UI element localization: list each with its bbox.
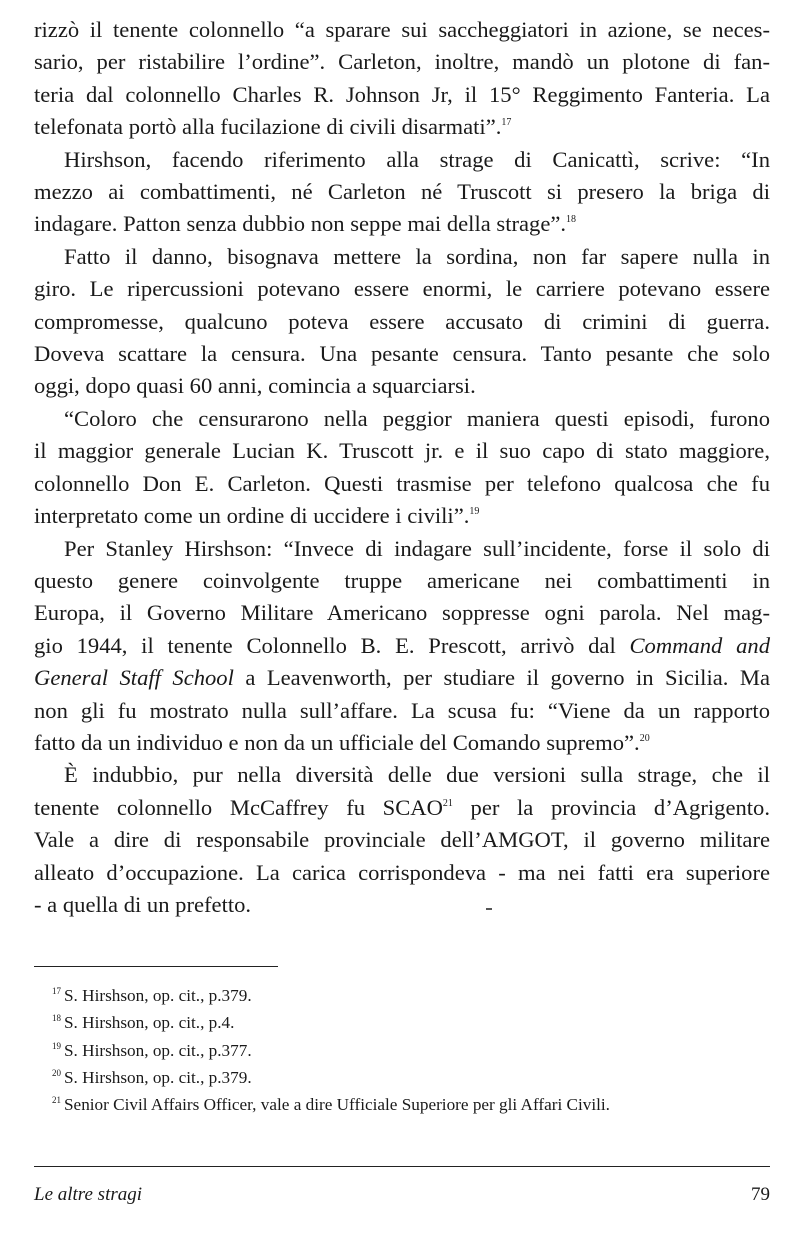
footnote-text: Senior Civil Affairs Officer, vale a dire Ufficiale Superiore per gli Affari Civili.: [64, 1095, 610, 1115]
paragraph: [34, 759, 770, 921]
footnote-number: 19: [52, 1040, 61, 1051]
footnote-number: 18: [52, 1013, 61, 1024]
text-line: - a quella di un prefetto.: [34, 891, 252, 917]
footnote-ref: 20: [639, 732, 650, 744]
main-text: [34, 14, 770, 921]
text-line: alleato d’occupazione. La carica corrispondeva - ma nei fatti era superiore: [34, 859, 770, 885]
footnote-text: S. Hirshson, op. cit., p.379.: [64, 1067, 252, 1087]
text-line: giro. Le ripercussioni potevano essere enormi, le carriere potevano essere: [34, 276, 770, 302]
paragraph: [34, 403, 770, 533]
text-line: È indubbio, pur nella diversità delle due versioni sulla strage, che il: [64, 762, 770, 788]
text-line: teria dal colonnello Charles R. Johnson Jr, il 15° Reggimento Fanteria. La: [34, 81, 770, 107]
footnote-ref: 21: [442, 797, 453, 809]
footnote: [52, 1064, 772, 1091]
text-line: Vale a dire di responsabile provinciale dell’AMGOT, il governo militare: [34, 827, 770, 853]
footnote-ref: 17: [501, 117, 512, 129]
text-line: General Staff School a Leavenworth, per studiare il governo in Sicilia. Ma: [34, 665, 770, 691]
footnote-ref: 19: [469, 506, 480, 518]
text-line: questo genere coinvolgente truppe americane nei combattimenti in: [34, 567, 770, 593]
footnote: [52, 1037, 772, 1064]
text-line: indagare. Patton senza dubbio non seppe mai della strage”.$^{18}$: [34, 211, 577, 237]
text-line: “Coloro che censurarono nella peggior maniera questi episodi, furono: [64, 405, 770, 431]
stray-mark: [486, 908, 492, 910]
text-line: tenente colonnello McCaffrey fu SCAO$^{21}$ per la provincia d’Agrigento.: [34, 794, 770, 820]
footnote-ref: 18: [566, 214, 577, 226]
text-line: il maggior generale Lucian K. Truscott jr. e il suo capo di stato maggiore,: [34, 438, 770, 464]
text-line: oggi, dopo quasi 60 anni, comincia a squarciarsi.: [34, 373, 476, 399]
text-line: colonnello Don E. Carleton. Questi trasmise per telefono qualcosa che fu: [34, 470, 770, 496]
text-line: gio 1944, il tenente Colonnello B. E. Prescott, arrivò dal Command and: [34, 632, 770, 658]
footnote-number: 20: [52, 1067, 61, 1078]
footnote-text: S. Hirshson, op. cit., p.379.: [64, 986, 252, 1005]
text-line: interpretato come un ordine di uccidere i civili”.$^{19}$: [34, 503, 480, 529]
text-line: sario, per ristabilire l’ordine”. Carleton, inoltre, mandò un plotone di fan-: [34, 49, 770, 75]
footnote-text: S. Hirshson, op. cit., p.4.: [64, 1013, 235, 1033]
footnote: [52, 982, 772, 1009]
italic-title: General Staff School: [34, 665, 234, 691]
footnote-separator: [34, 966, 278, 967]
text-line: Hirshson, facendo riferimento alla strage di Canicattì, scrive: “In: [64, 146, 770, 172]
paragraph: [34, 14, 770, 144]
footnote-number: 21: [52, 1095, 61, 1106]
text-line: Fatto il danno, bisognava mettere la sordina, non far sapere nulla in: [64, 243, 770, 269]
footnote: [52, 1009, 772, 1036]
footnote-number: 17: [52, 986, 61, 996]
footer-rule: [34, 1166, 770, 1167]
text-line: Per Stanley Hirshson: “Invece di indagare sull’incidente, forse il solo di: [64, 535, 770, 561]
paragraph: [34, 241, 770, 403]
text-line: mezzo ai combattimenti, né Carleton né Truscott si presero la briga di: [34, 179, 770, 205]
footnote: [52, 1091, 772, 1118]
paragraph: [34, 533, 770, 760]
text-line: Doveva scattare la censura. Una pesante censura. Tanto pesante che solo: [34, 341, 770, 367]
footnote-text: S. Hirshson, op. cit., p.377.: [64, 1040, 252, 1060]
text-line: Europa, il Governo Militare Americano soppresse ogni parola. Nel mag-: [34, 600, 770, 626]
paragraph: [34, 144, 770, 241]
text-line: compromesse, qualcuno poteva essere accusato di crimini di guerra.: [34, 308, 770, 334]
text-line: rizzò il tenente colonnello “a sparare sui saccheggiatori in azione, se neces-: [34, 17, 770, 42]
italic-title: Command and: [629, 632, 770, 658]
footnotes: [52, 982, 772, 1118]
text-line: fatto da un individuo e non da un ufficiale del Comando supremo”.$^{20}$: [34, 729, 650, 755]
page-number: 79: [751, 1184, 770, 1205]
running-title: Le altre stragi: [34, 1184, 143, 1205]
text-line: non gli fu mostrato nulla sull’affare. La scusa fu: “Viene da un rapporto: [34, 697, 770, 723]
text-line: telefonata portò alla fucilazione di civili disarmati”.$^{17}$: [34, 114, 512, 140]
